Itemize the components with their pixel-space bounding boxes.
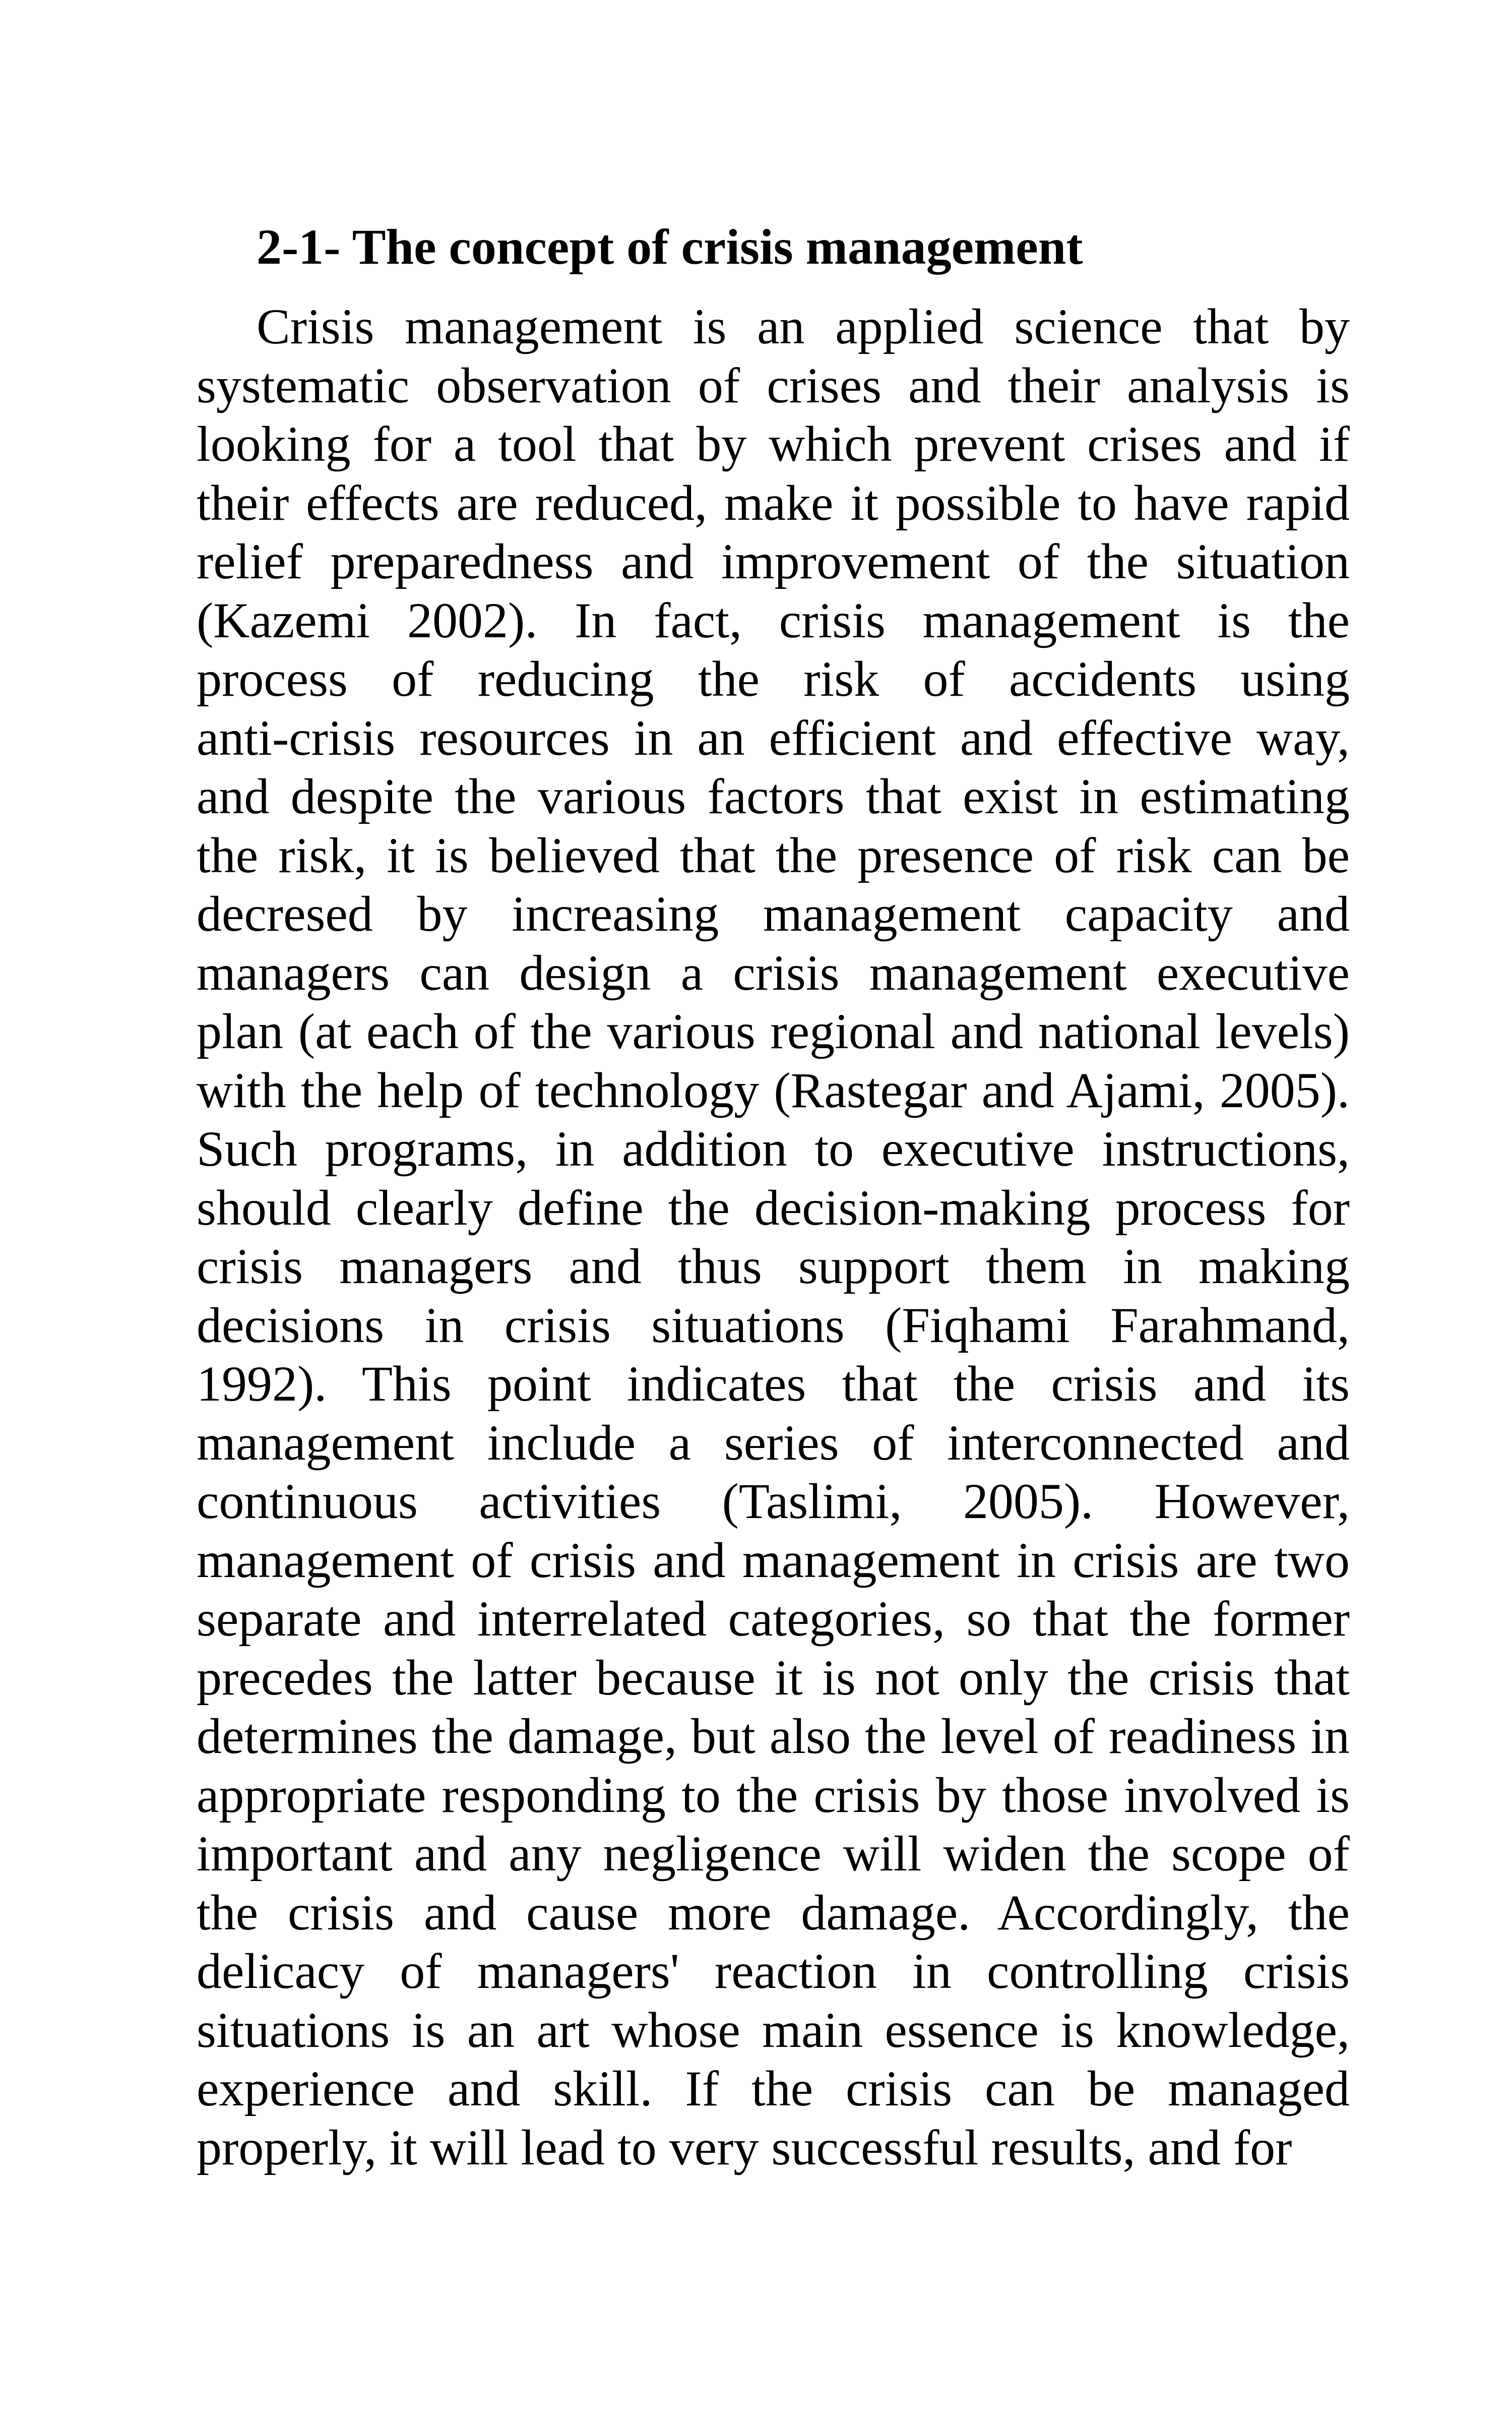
body-line: decresed by increasing management capacity and xyxy=(197,886,1350,942)
body-line: with the help of technology (Rastegar and Ajami, 2005). xyxy=(197,1062,1350,1118)
body-line: important and any negligence will widen the scope of xyxy=(197,1826,1350,1882)
body-line: managers can design a crisis management executive xyxy=(197,944,1350,1001)
body-line: Crisis management is an applied science that by xyxy=(257,298,1350,354)
body-line: appropriate responding to the crisis by those involved is xyxy=(197,1767,1350,1823)
body-line: should clearly define the decision-making process for xyxy=(197,1179,1350,1236)
body-line: looking for a tool that by which prevent crises and if xyxy=(197,416,1350,472)
body-line: management include a series of interconnected and xyxy=(197,1414,1350,1471)
body-line: experience and skill. If the crisis can be managed xyxy=(197,2061,1350,2116)
body-line: and despite the various factors that exist in estimating xyxy=(197,768,1350,824)
body-line: the crisis and cause more damage. Accordingly, the xyxy=(197,1884,1350,1941)
body-line: Such programs, in addition to executive instructions, xyxy=(197,1121,1350,1177)
body-line: systematic observation of crises and their analysis is xyxy=(197,357,1350,413)
body-line: plan (at each of the various regional and national levels) xyxy=(197,1003,1350,1059)
body-line: process of reducing the risk of accidents using xyxy=(197,651,1350,707)
body-line: precedes the latter because it is not only the crisis that xyxy=(197,1649,1350,1706)
body-line: anti-crisis resources in an efficient and effective way, xyxy=(197,709,1350,766)
body-line: management of crisis and management in crisis are two xyxy=(197,1532,1350,1588)
body-line: the risk, it is believed that the presence of risk can be xyxy=(197,827,1350,883)
body-line: 1992). This point indicates that the crisis and its xyxy=(197,1356,1350,1412)
section-body xyxy=(197,297,1350,2177)
body-line: situations is an art whose main essence is knowledge, xyxy=(197,2002,1350,2058)
body-line: continuous activities (Taslimi, 2005). However, xyxy=(197,1473,1350,1529)
section-heading: 2-1- The concept of crisis management xyxy=(257,219,1083,275)
body-line: delicacy of managers' reaction in controlling crisis xyxy=(197,1943,1350,1999)
body-line: relief preparedness and improvement of the situation xyxy=(197,533,1350,589)
body-line: their effects are reduced, make it possible to have rapid xyxy=(197,474,1350,531)
body-line: (Kazemi 2002). In fact, crisis management is the xyxy=(197,592,1350,648)
body-line: crisis managers and thus support them in making xyxy=(197,1238,1350,1294)
body-line: decisions in crisis situations (Fiqhami Farahmand, xyxy=(197,1297,1350,1353)
body-line: properly, it will lead to very successful results, and for xyxy=(197,2119,1292,2175)
body-line: separate and interrelated categories, so that the former xyxy=(197,1591,1350,1647)
body-line: determines the damage, but also the level of readiness in xyxy=(197,1708,1350,1764)
